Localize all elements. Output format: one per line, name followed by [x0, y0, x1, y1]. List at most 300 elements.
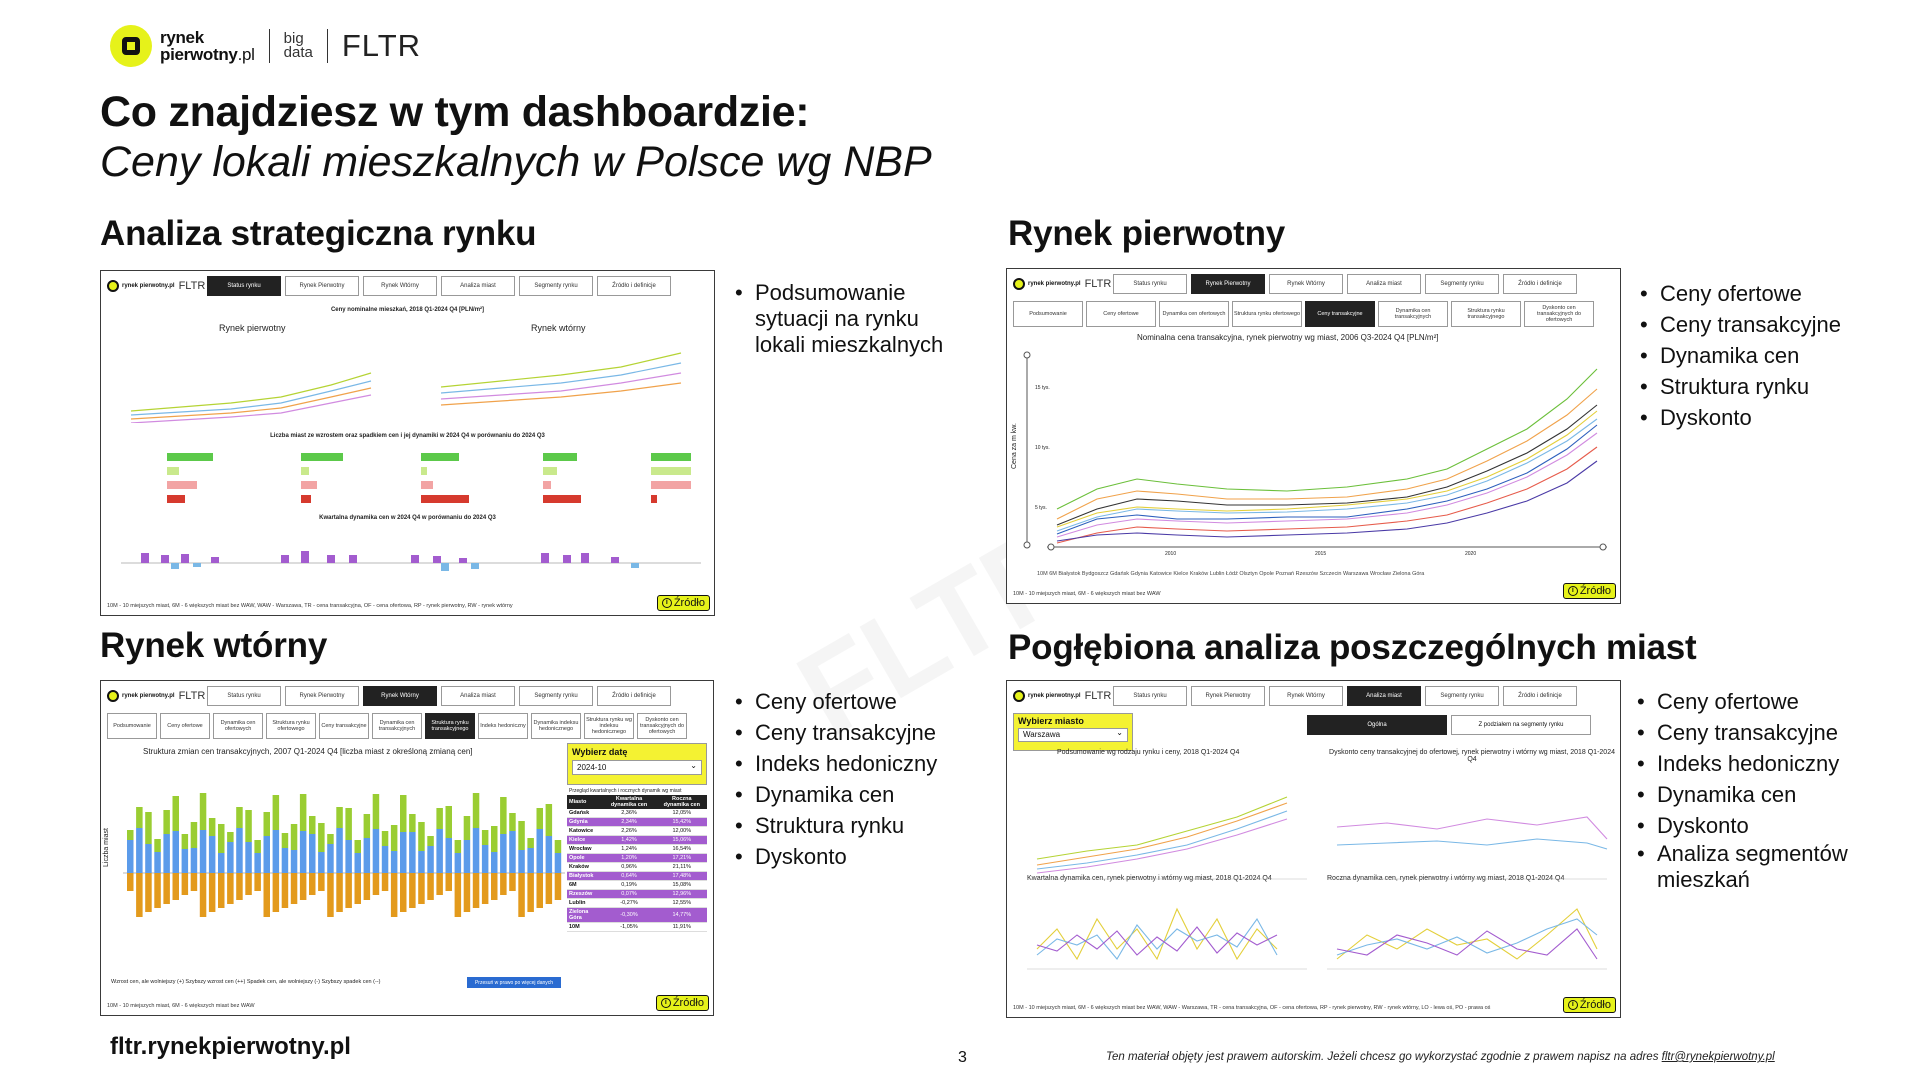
bar-segment [200, 793, 207, 830]
thumb-footnote: 10M - 10 miejszych miast, 6M - 6 większych miast bez WAW, WAW - Warszawa, TR - cena transakcyjna, OF - cena ofertowa, RP - rynek pierwotny, RW - rynek wtórny [107, 603, 513, 609]
bullet-list-secondary-market [735, 686, 995, 872]
bar-segment [173, 796, 180, 831]
bar-segment [391, 873, 398, 917]
list-item: • Struktura rynku [1640, 371, 1900, 402]
bar-segment [145, 844, 152, 873]
table-header: Miasto [569, 799, 587, 805]
bar-segment [300, 873, 307, 900]
table-cell: 17,48% [657, 872, 707, 881]
city-select: Warszawa ⌄ [1018, 728, 1128, 742]
table-cell: 0,07% [601, 890, 656, 899]
bar-segment [555, 873, 562, 900]
bar-segment [127, 840, 134, 873]
thumb-source-badge: i Źródło [1563, 997, 1616, 1013]
thumb-city-count-bars [111, 447, 711, 511]
bar-segment [200, 873, 207, 917]
thumb-chart-title: Nominalna cena transakcyjna, rynek pierwotny wg miast, 2006 Q3-2024 Q4 [PLN/m²] [1137, 333, 1439, 342]
thumb-logo: rynek pierwotny.pl FLTR [107, 690, 207, 702]
bar-segment [136, 873, 143, 917]
bar-segment [509, 831, 516, 873]
thumb-logo: rynek pierwotny.pl FLTR [107, 280, 207, 292]
bar-segment [527, 848, 534, 873]
bar-segment [500, 834, 507, 873]
bar-segment [300, 831, 307, 873]
logo-separator [269, 29, 270, 63]
bar-segment [464, 873, 471, 912]
table-cell: Lublin [567, 899, 601, 908]
bar-segment [518, 850, 525, 873]
chart-title-annual: Roczna dynamika cen, rynek pierwotny i wtórny wg miast, 2018 Q1-2024 Q4 [1327, 875, 1565, 882]
bar-segment [546, 873, 553, 904]
thumb-subtab: Dynamika cen transakcyjnych [1378, 301, 1448, 327]
bar-segment [191, 822, 198, 848]
bar-segment [491, 873, 498, 900]
table-row [567, 854, 707, 863]
page-subtitle: Ceny lokali mieszkalnych w Polsce wg NBP [100, 138, 932, 186]
thumb-subtab: Indeks hedoniczny [478, 713, 528, 739]
bar-segment [364, 873, 371, 900]
chevron-down-icon: ⌄ [1116, 728, 1123, 737]
bar-segment [318, 823, 325, 852]
thumb-tab: Status rynku [207, 276, 281, 296]
bar-segment [418, 851, 425, 873]
thumb-x-tick: 2010 [1165, 551, 1177, 557]
footer-email-link[interactable]: fltr@rynekpierwotny.pl [1661, 1051, 1775, 1063]
thumb-logo: rynek pierwotny.pl FLTR [1013, 278, 1113, 290]
table-cell: 15,06% [657, 836, 707, 845]
table-cell: 10M [567, 923, 601, 932]
bar-segment [455, 873, 462, 917]
thumbnail-secondary-market [100, 680, 714, 1016]
logo-separator [327, 29, 328, 63]
bar-segment [500, 797, 507, 834]
bar-segment [309, 873, 316, 895]
thumb-tab: Status rynku [1113, 686, 1187, 706]
bar-segment [163, 873, 170, 904]
thumb-subtab: Struktura rynku transakcyjnego [1451, 301, 1521, 327]
bar-segment [136, 807, 143, 828]
thumb-subtab: Dynamika cen ofertowych [1159, 301, 1229, 327]
bar-segment [282, 873, 289, 908]
table-header: Kwartalna dynamika cen [610, 796, 648, 808]
table-row [567, 890, 707, 899]
table-header: Roczna dynamika cen [663, 796, 700, 808]
bar-segment [273, 795, 280, 830]
bar-segment [173, 873, 180, 900]
thumbnail-strategic-analysis [100, 270, 715, 616]
logo-text: rynek pierwotny.pl [160, 28, 255, 64]
thumbnail-city-analysis [1006, 680, 1621, 1018]
thumb-tab: Status rynku [207, 686, 281, 706]
table-cell: Gdańsk [567, 809, 601, 818]
thumb-source-badge: i Źródło [657, 595, 710, 611]
bar-segment [154, 873, 161, 908]
section-heading-primary-market: Rynek pierwotny [1008, 214, 1286, 253]
bar-segment [382, 831, 389, 846]
bar-segment [427, 873, 434, 900]
thumb-subtab: Dynamika cen transakcyjnych [372, 713, 422, 739]
table-cell: Białystok [567, 872, 601, 881]
chevron-down-icon: ⌄ [690, 761, 697, 770]
bar-segment [327, 844, 334, 873]
bar-segment [373, 873, 380, 895]
bar-segment [400, 795, 407, 832]
bar-segment [318, 852, 325, 873]
thumb-subtab: Dynamika cen ofertowych [213, 713, 263, 739]
chart-title-summary: Podsumowanie wg rodzaju rynku i ceny, 2018 Q1-2024 Q4 [1057, 749, 1240, 756]
section-heading-secondary-market: Rynek wtórny [100, 626, 328, 665]
table-cell: 1,24% [601, 845, 656, 854]
bar-segment [400, 832, 407, 873]
list-item: • Dyskonto [1640, 402, 1900, 433]
bar-segment [300, 794, 307, 831]
list-item: • Dynamika cen [1637, 779, 1897, 810]
bar-segment [418, 822, 425, 851]
thumb-tab: Źródło i definicje [597, 276, 671, 296]
table-cell: 2,36% [601, 809, 656, 818]
bar-segment [409, 832, 416, 873]
bar-segment [291, 873, 298, 904]
table-cell: 12,00% [657, 827, 707, 836]
table-cell: 11,91% [657, 923, 707, 932]
bar-segment [427, 836, 434, 846]
bar-segment [391, 825, 398, 851]
table-row [567, 818, 707, 827]
thumb-legend: 10M 6M Białystok Bydgoszcz Gdańsk Gdynia Katowice Kielce Kraków Lublin Łódź Olsztyn Opole Poznań Rzeszów Szczecin Warszawa Wrocław Zielona Góra [1037, 571, 1425, 577]
bar-segment [364, 814, 371, 838]
table-row [567, 836, 707, 845]
footer-copyright: Ten materiał objęty jest prawem autorskim. Jeżeli chcesz go wykorzystać zgodnie z prawem napisz na adres fltr@rynekpierwotny.pl [1106, 1051, 1775, 1063]
bar-segment [200, 830, 207, 873]
bar-segment [436, 808, 443, 829]
thumb-tab: Analiza miast [1347, 686, 1421, 706]
bar-segment [236, 807, 243, 828]
bar-segment [209, 818, 216, 836]
bar-segment [136, 828, 143, 873]
bar-segment [145, 873, 152, 912]
bar-segment [264, 812, 271, 836]
table-cell: 17,21% [657, 854, 707, 863]
thumb-subtab: Struktura rynku ofertowego [266, 713, 316, 739]
bar-segment [309, 816, 316, 834]
table-cell: 0,96% [601, 863, 656, 872]
bar-segment [527, 838, 534, 848]
bar-segment [209, 836, 216, 873]
bar-segment [327, 873, 334, 917]
thumb-subtab: Dyskonto cen transakcyjnych do ofertowych [637, 713, 687, 739]
list-item: • Indeks hedoniczny [1637, 748, 1897, 779]
table-cell: 15,42% [657, 818, 707, 827]
bar-segment [218, 824, 225, 853]
bar-segment [500, 873, 507, 895]
thumb-mid-title: Liczba miast ze wzrostem oraz spadkiem cen i jej dynamiki w 2024 Q4 w porównaniu do 2024 Q3 [270, 433, 545, 439]
table-cell: Katowice [567, 827, 601, 836]
thumb-tab: Źródło i definicje [1503, 274, 1577, 294]
bar-segment [191, 848, 198, 873]
bar-segment [473, 873, 480, 908]
thumb-tab: Źródło i definicje [597, 686, 671, 706]
thumb-y-label: Cena za m kw. [1011, 423, 1018, 469]
thumb-tab: Segmenty rynku [1425, 274, 1499, 294]
thumb-subtab: Ceny transakcyjne [319, 713, 369, 739]
bar-segment [373, 794, 380, 829]
bar-segment [264, 836, 271, 873]
list-item: • Dynamika cen [735, 779, 995, 810]
thumb-y-label: Liczba miast [103, 828, 110, 867]
bar-segment [482, 873, 489, 904]
bar-segment [382, 846, 389, 873]
table-row [567, 827, 707, 836]
thumb-low-title: Kwartalna dynamika cen w 2024 Q4 w porównaniu do 2024 Q3 [319, 515, 496, 521]
thumb-footnote: 10M - 10 miejszych miast, 6M - 6 większych miast bez WAW, WAW - Warszawa, TR - cena transakcyjna, OF - cena ofertowa, RP - rynek pierwotny, RW - rynek wtórny, LO - lewa oś, PO - prawa oś [1013, 1005, 1491, 1011]
table-cell: 0,19% [601, 881, 656, 890]
bar-segment [282, 833, 289, 848]
bar-segment [145, 812, 152, 844]
table-cell: 16,54% [657, 845, 707, 854]
table-cell: 15,08% [657, 881, 707, 890]
bar-segment [409, 873, 416, 908]
bar-segment [154, 839, 161, 852]
info-icon: i [662, 598, 672, 608]
bar-segment [163, 834, 170, 873]
bar-segment [518, 873, 525, 917]
table-cell: Kielce [567, 836, 601, 845]
bar-segment [509, 873, 516, 891]
bar-segment [182, 873, 189, 895]
bar-segment [473, 828, 480, 873]
bar-segment [345, 840, 352, 873]
list-item: • Ceny ofertowe [1640, 278, 1900, 309]
bar-segment [345, 808, 352, 840]
list-item: • Ceny transakcyjne [1640, 309, 1900, 340]
table-row [567, 845, 707, 854]
bar-segment [537, 873, 544, 908]
thumb-tab: Rynek Pierwotny [285, 276, 359, 296]
bar-segment [127, 830, 134, 840]
bar-segment [209, 873, 216, 912]
bar-segment [336, 828, 343, 873]
city-select-title: Wybierz miasto [1018, 716, 1084, 726]
view-general-button: Ogólna [1307, 715, 1447, 735]
bar-segment [182, 834, 189, 849]
bar-segment [482, 845, 489, 873]
info-icon: i [1568, 1000, 1578, 1010]
bar-segment [154, 852, 161, 873]
list-item: • Ceny ofertowe [735, 686, 995, 717]
list-item: • Ceny ofertowe [1637, 686, 1897, 717]
list-item: • Analiza segmentów mieszkań [1637, 841, 1897, 893]
bar-segment [555, 840, 562, 853]
thumb-x-tick: 2015 [1315, 551, 1327, 557]
table-row [567, 881, 707, 890]
thumb-tab: Rynek Wtórny [363, 686, 437, 706]
bar-segment [336, 807, 343, 828]
bar-segment [537, 808, 544, 829]
bar-segment [355, 873, 362, 904]
table-cell: 14,77% [657, 908, 707, 923]
bar-segment [236, 828, 243, 873]
bar-segment [236, 873, 243, 900]
thumb-tab: Analiza miast [441, 686, 515, 706]
view-segments-button: Z podziałem na segmenty rynku [1451, 715, 1591, 735]
thumb-label-secondary: Rynek wtórny [531, 323, 586, 333]
table-row [567, 863, 707, 872]
table-cell: 12,96% [657, 890, 707, 899]
table-cell: 12,05% [657, 809, 707, 818]
bar-segment [409, 814, 416, 832]
list-item: • Dynamika cen [1640, 340, 1900, 371]
bar-segment [382, 873, 389, 891]
bar-segment [163, 810, 170, 834]
bar-segment [455, 840, 462, 853]
bar-segment [491, 826, 498, 852]
table-cell: 6M [567, 881, 601, 890]
bar-segment [245, 810, 252, 842]
bar-segment [273, 873, 280, 912]
bar-segment [473, 793, 480, 828]
footer-url[interactable]: fltr.rynekpierwotny.pl [110, 1033, 351, 1060]
thumb-tab: Segmenty rynku [519, 686, 593, 706]
date-select-panel [567, 743, 707, 785]
bar-segment [427, 846, 434, 873]
info-icon: i [661, 998, 671, 1008]
thumb-label-primary: Rynek pierwotny [219, 323, 286, 333]
thumb-chart-title: Struktura zmian cen transakcyjnych, 2007 Q1-2024 Q4 [liczba miast z określoną zmianą cen] [143, 747, 473, 756]
bar-segment [127, 873, 134, 891]
thumb-tab: Analiza miast [441, 276, 515, 296]
bar-segment [218, 853, 225, 873]
table-row [567, 923, 707, 932]
bar-segment [254, 873, 261, 891]
thumb-y-tick: 5 tys. [1035, 505, 1047, 511]
thumb-dynamics-bars [111, 529, 711, 587]
thumb-subtab: Dynamika indeksu hedonicznego [531, 713, 581, 739]
bar-segment [555, 853, 562, 873]
thumb-y-tick: 10 tys. [1035, 445, 1050, 451]
thumb-tab: Analiza miast [1347, 274, 1421, 294]
list-item: • Dyskonto [735, 841, 995, 872]
list-item: • Indeks hedoniczny [735, 748, 995, 779]
thumb-subtab: Podsumowanie [107, 713, 157, 739]
bar-segment [273, 830, 280, 873]
bar-segment [455, 853, 462, 873]
fltr-logo: FLTR [341, 28, 422, 63]
bigdata-logo: big data [283, 30, 313, 61]
bar-segment [254, 853, 261, 873]
bar-segment [264, 873, 271, 917]
section-heading-city-analysis: Pogłębiona analiza poszczególnych miast [1008, 628, 1697, 667]
list-item: • Ceny transakcyjne [1637, 717, 1897, 748]
scroll-more-button: Przesuń w prawo po więcej danych [467, 977, 561, 988]
table-row [567, 908, 707, 923]
bar-segment [446, 806, 453, 838]
bar-segment [491, 852, 498, 873]
chart-title-quarterly: Kwartalna dynamika cen, rynek pierwotny i wtórny wg miast, 2018 Q1-2024 Q4 [1027, 875, 1272, 882]
table-cell: -1,05% [601, 923, 656, 932]
thumb-price-lines [101, 333, 715, 423]
thumb-logo: rynek pierwotny.pl FLTR [1013, 690, 1113, 702]
city-select-panel [1013, 713, 1133, 751]
bar-segment [336, 873, 343, 912]
table-cell: Kraków [567, 863, 601, 872]
thumb-source-badge: i Źródło [656, 995, 709, 1011]
thumb-footnote: 10M - 10 miejszych miast, 6M - 6 większych miast bez WAW [107, 1003, 255, 1009]
thumb-tab: Rynek Wtórny [363, 276, 437, 296]
thumb-subtab: Ceny ofertowe [1086, 301, 1156, 327]
bar-segment [282, 848, 289, 873]
bar-segment [245, 842, 252, 873]
thumb-tab: Rynek Pierwotny [1191, 274, 1265, 294]
page-number: 3 [958, 1049, 967, 1066]
section-heading-strategic: Analiza strategiczna rynku [100, 214, 537, 253]
bar-segment [291, 824, 298, 850]
thumb-subtab: Struktura rynku ofertowego [1232, 301, 1302, 327]
thumb-city-charts [1007, 759, 1621, 989]
thumb-subtab: Struktura rynku transakcyjnego [425, 713, 475, 739]
list-item: • Struktura rynku [735, 810, 995, 841]
page-title: Co znajdziesz w tym dashboardzie: [100, 88, 810, 136]
date-select-title: Wybierz datę [572, 747, 628, 757]
bar-segment [227, 873, 234, 904]
bar-segment [218, 873, 225, 908]
thumb-y-tick: 15 tys. [1035, 385, 1050, 391]
bar-segment [291, 850, 298, 873]
thumb-tab: Segmenty rynku [1425, 686, 1499, 706]
list-item: • Podsumowanie sytuacji na rynku lokali mieszkalnych [735, 280, 965, 358]
thumb-tab: Rynek Wtórny [1269, 686, 1343, 706]
bar-segment [446, 873, 453, 891]
thumbnail-primary-market [1006, 268, 1621, 604]
bar-segment [436, 873, 443, 895]
bar-segment [527, 873, 534, 912]
table-cell: 2,34% [601, 818, 656, 827]
thumb-source-badge: i Źródło [1563, 583, 1616, 599]
thumb-subtab: Ceny ofertowe [160, 713, 210, 739]
thumb-footnote: 10M - 10 miejszych miast, 6M - 6 większych miast bez WAW [1013, 591, 1161, 597]
bar-segment [364, 838, 371, 873]
bar-segment [355, 853, 362, 873]
bar-segment [446, 838, 453, 873]
info-icon: i [1568, 586, 1578, 596]
thumb-tab: Status rynku [1113, 274, 1187, 294]
thumb-chart-title: Ceny nominalne mieszkań, 2018 Q1-2024 Q4 [PLN/m²] [330, 307, 485, 313]
thumb-legend: Wzrost cen, ale wolniejszy (+) Szybszy wzrost cen (++) Spadek cen, ale wolniejszy (-) Szybszy spadek cen (--) [111, 979, 381, 985]
bar-segment [182, 849, 189, 873]
table-cell: Wrocław [567, 845, 601, 854]
bar-segment [436, 829, 443, 873]
table-cell: Gdynia [567, 818, 601, 827]
bar-segment [373, 829, 380, 873]
brand-logo [110, 24, 421, 68]
table-cell: 2,26% [601, 827, 656, 836]
bar-segment [245, 873, 252, 895]
bar-segment [391, 851, 398, 873]
thumb-tab: Rynek Wtórny [1269, 274, 1343, 294]
bar-segment [227, 842, 234, 873]
table-cell: 1,20% [601, 854, 656, 863]
bar-segment [464, 816, 471, 840]
table-cell: Zielona Góra [567, 908, 601, 923]
thumb-structure-bars [119, 763, 569, 973]
thumb-tab: Segmenty rynku [519, 276, 593, 296]
bullet-list-city-analysis [1637, 686, 1897, 893]
table-row [567, 899, 707, 908]
table-cell: -0,30% [601, 908, 656, 923]
table-cell: Rzeszów [567, 890, 601, 899]
bar-segment [482, 830, 489, 845]
bar-segment [546, 804, 553, 836]
bullet-list-primary-market [1640, 278, 1900, 433]
